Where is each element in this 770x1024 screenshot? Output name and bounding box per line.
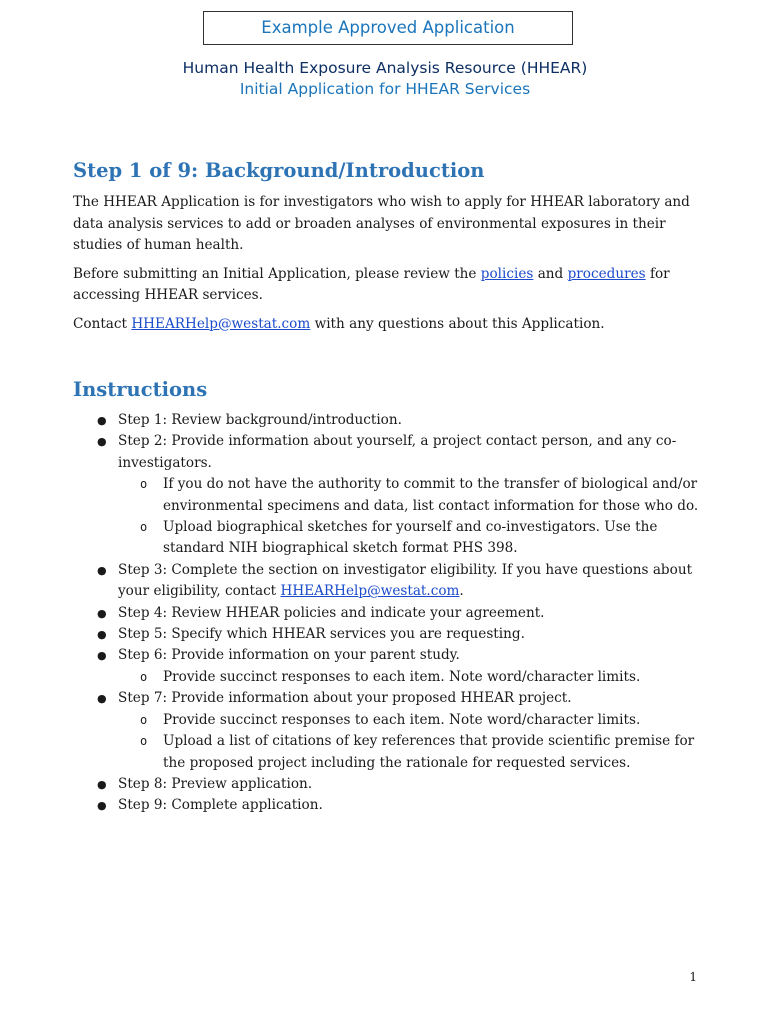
step-7-sublist — [118, 710, 703, 774]
policies-link[interactable]: policies — [480, 265, 534, 282]
bullet-icon: ● — [97, 414, 107, 427]
step-2-sub-1-text: If you do not have the authority to commit to the transfer of biological and/or environmental specimens and data, list contact information for those who do. — [163, 476, 699, 514]
list-item — [73, 795, 703, 816]
header-title: Human Health Exposure Analysis Resource (HHEAR) — [182, 59, 588, 77]
bullet-icon: ● — [97, 649, 107, 663]
intro-paragraph: The HHEAR Application is for investigators who wish to apply for HHEAR laboratory and data analysis services to add or broaden analyses of environmental exposures in their studies of human health. — [73, 194, 690, 253]
list-item — [73, 645, 703, 688]
step-heading: Step 1 of 9: Background/Introduction — [73, 159, 485, 182]
instructions-list — [73, 410, 703, 817]
list-item — [73, 624, 703, 645]
step-7-text: Step 7: Provide information about your proposed HHEAR project. — [118, 690, 572, 707]
step-1-text: Step 1: Review background/introduction. — [118, 412, 402, 428]
step-2-text: Step 2: Provide information about yourself, a project contact person, and any co-investigators. — [118, 433, 677, 471]
example-approved-banner: Example Approved Application — [203, 11, 573, 45]
step-3-text-end: . — [459, 583, 464, 600]
circle-bullet-icon: o — [140, 669, 148, 684]
step-8-text: Step 8: Preview application. — [118, 775, 313, 792]
step-2-sub-2-text: Upload biographical sketches for yourself and co-investigators. Use the standard NIH biographical sketch format PHS 398. — [163, 519, 658, 557]
bullet-icon: ● — [97, 435, 107, 449]
list-item — [73, 774, 703, 795]
review-text-before: Before submitting an Initial Application, please review the — [73, 265, 481, 282]
list-item — [73, 431, 703, 559]
circle-bullet-icon: o — [140, 712, 148, 727]
bullet-icon: ● — [97, 628, 107, 642]
review-paragraph — [73, 264, 703, 307]
contact-text-before: Contact — [73, 315, 132, 332]
help-email-link[interactable]: HHEARHelp@westat.com — [131, 315, 311, 332]
circle-bullet-icon: o — [140, 734, 148, 749]
review-text-after: for accessing HHEAR services. — [73, 265, 670, 303]
document-header — [0, 58, 770, 100]
sub-list-item — [118, 517, 703, 560]
review-text-mid: and — [533, 265, 568, 282]
step-5-text: Step 5: Specify which HHEAR services you are requesting. — [118, 626, 525, 643]
sub-list-item — [118, 474, 703, 517]
list-item — [73, 560, 703, 603]
contact-text-after: with any questions about this Application. — [310, 315, 605, 332]
bullet-icon: ● — [97, 777, 107, 791]
step-6-sublist — [118, 667, 703, 688]
bullet-icon: ● — [97, 563, 107, 577]
eligibility-email-link[interactable]: HHEARHelp@westat.com — [280, 583, 460, 600]
list-item — [73, 410, 703, 431]
list-item — [73, 688, 703, 774]
contact-paragraph — [73, 314, 703, 336]
bullet-icon: ● — [97, 799, 107, 813]
circle-bullet-icon: o — [140, 477, 148, 492]
step-7-sub-1-text: Provide succinct responses to each item. Note word/character limits. — [163, 711, 641, 728]
list-item — [73, 603, 703, 624]
procedures-link[interactable]: procedures — [567, 265, 646, 282]
step-6-text: Step 6: Provide information on your parent study. — [118, 647, 460, 664]
header-subtitle: Initial Application for HHEAR Services — [239, 80, 531, 98]
sub-list-item — [118, 731, 703, 774]
bullet-icon: ● — [97, 692, 107, 706]
circle-bullet-icon: o — [140, 520, 148, 535]
document-body — [73, 150, 703, 817]
step-6-sub-1-text: Provide succinct responses to each item. Note word/character limits. — [163, 668, 641, 685]
step-9-text: Step 9: Complete application. — [118, 797, 323, 814]
instructions-heading: Instructions — [73, 378, 208, 401]
sub-list-item — [118, 667, 703, 688]
step-3-text: Step 3: Complete the section on investigator eligibility. If you have questions about your eligibility, contact — [118, 561, 693, 600]
bullet-icon: ● — [97, 606, 107, 620]
step-2-sublist — [118, 474, 703, 560]
step-4-text: Step 4: Review HHEAR policies and indicate your agreement. — [118, 604, 545, 621]
page-number: 1 — [689, 970, 697, 984]
sub-list-item — [118, 710, 703, 731]
step-7-sub-2-text: Upload a list of citations of key references that provide scientific premise for the proposed project including the rationale for requested services. — [163, 733, 695, 771]
